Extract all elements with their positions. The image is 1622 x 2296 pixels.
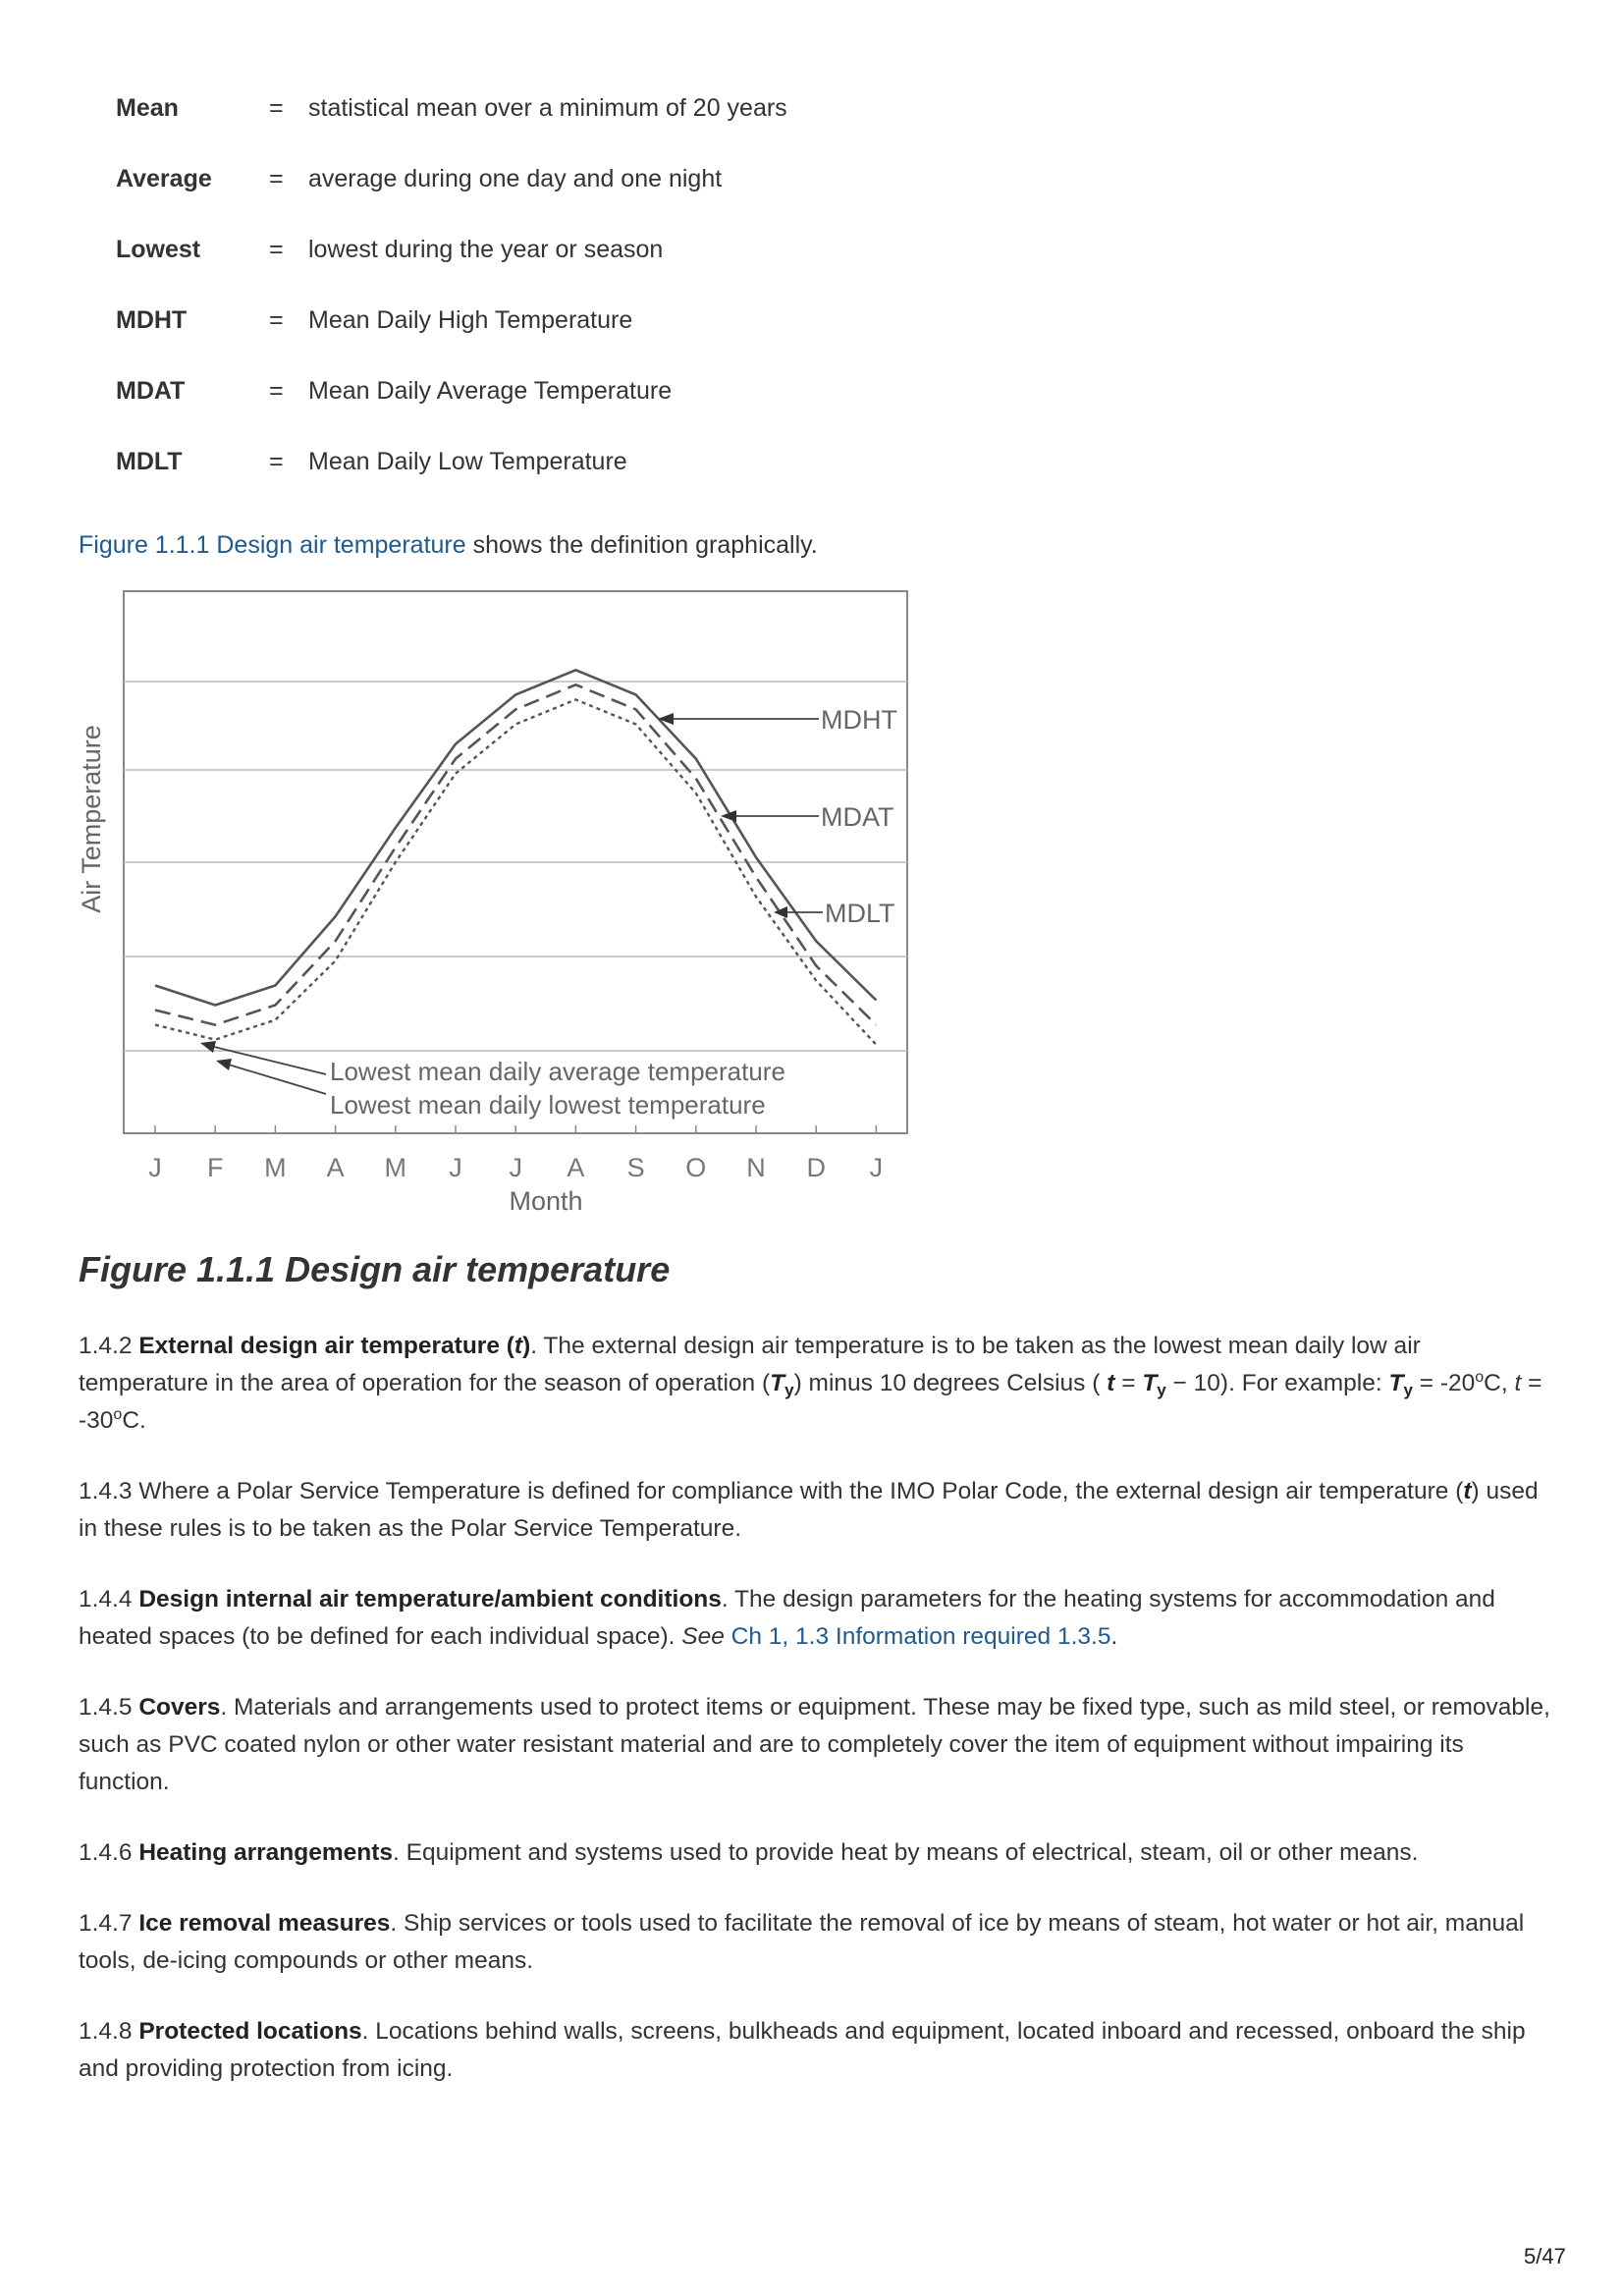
clause-number: 1.4.6 — [79, 1839, 139, 1866]
month-label: M — [264, 1153, 287, 1182]
subscript-y: y — [1403, 1381, 1413, 1399]
month-label: O — [685, 1153, 707, 1182]
symbol-t: t — [1107, 1370, 1115, 1396]
clause-text: ) minus 10 degrees Celsius ( — [793, 1370, 1108, 1396]
body-text — [79, 1328, 1551, 2121]
lowest-avg-label: Lowest mean daily average temperature — [330, 1057, 785, 1086]
month-label: M — [384, 1153, 407, 1182]
definition-equals: = — [269, 377, 284, 405]
clause-number: 1.4.8 — [79, 2018, 139, 2045]
month-label: J — [869, 1153, 884, 1182]
month-label: J — [148, 1153, 162, 1182]
clause-title: Covers — [138, 1694, 221, 1721]
definition-term: MDHT — [116, 306, 188, 334]
clause-number: 1.4.2 — [79, 1333, 139, 1359]
month-label: A — [567, 1153, 585, 1182]
definition-text: lowest during the year or season — [308, 236, 664, 263]
spacer — [725, 1623, 731, 1650]
definition-term: MDAT — [116, 377, 186, 405]
symbol-t: t — [1463, 1478, 1472, 1504]
clause-number: 1.4.4 — [79, 1586, 139, 1613]
clause-text: . The external design air temperature is to be taken as the lowest mean daily low air temperature in the area of operation for the season of operation ( — [79, 1333, 1421, 1396]
definition-text: Mean Daily High Temperature — [308, 306, 633, 334]
definition-text: Mean Daily Average Temperature — [308, 377, 673, 405]
clause-title — [138, 1333, 530, 1359]
definition-row — [116, 230, 1000, 301]
definition-row — [116, 88, 1000, 159]
mdht-label: MDHT — [821, 705, 897, 735]
paragraph-1-4-5 — [79, 1689, 1551, 1801]
definition-term: Lowest — [116, 236, 201, 263]
see-reference: See — [681, 1623, 725, 1650]
clause-text: 1.4.3 Where a Polar Service Temperature is defined for compliance with the IMO Polar Code, the external design air temperature ( — [79, 1478, 1464, 1504]
page-number: 5/47 — [1524, 2244, 1566, 2269]
clause-text: . Ship services or tools used to facilitate the removal of ice by means of steam, hot water or hot air, manual tools, de-icing compounds or other means. — [79, 1910, 1525, 1974]
clause-title-text: External design air temperature ( — [138, 1333, 514, 1359]
figure-link[interactable]: Figure 1.1.1 Design air temperature — [79, 531, 466, 559]
degree-superscript: o — [113, 1406, 123, 1423]
paragraph-1-4-3 — [79, 1473, 1551, 1548]
definition-equals: = — [269, 448, 284, 475]
definition-equals: = — [269, 94, 284, 122]
x-axis-label: Month — [509, 1186, 583, 1216]
clause-text: . The design parameters for the heating systems for accommodation and heated spaces (to be defined for each individual space). — [79, 1586, 1495, 1650]
mdlt-label: MDLT — [825, 899, 895, 928]
clause-title: Design internal air temperature/ambient conditions — [138, 1586, 722, 1613]
paragraph-1-4-2 — [79, 1328, 1551, 1440]
paragraph-1-4-4 — [79, 1581, 1551, 1656]
clause-text: . Equipment and systems used to provide heat by means of electrical, steam, oil or other means. — [393, 1839, 1419, 1866]
clause-end: . — [1110, 1623, 1118, 1650]
definition-term: Mean — [116, 94, 179, 122]
month-label: S — [626, 1153, 645, 1182]
definition-equals: = — [269, 165, 284, 192]
symbol-ty: T — [1388, 1370, 1404, 1396]
month-label: D — [806, 1153, 826, 1182]
paragraph-1-4-7 — [79, 1905, 1551, 1980]
clause-text: − 10). For example: — [1165, 1370, 1389, 1396]
month-labels — [148, 1153, 883, 1182]
subscript-y: y — [1157, 1381, 1166, 1399]
definition-text: statistical mean over a minimum of 20 years — [308, 94, 787, 122]
month-label: A — [326, 1153, 345, 1182]
paragraph-1-4-8 — [79, 2013, 1551, 2088]
definition-equals: = — [269, 306, 284, 334]
cross-reference-link[interactable]: Ch 1, 1.3 Information required 1.3.5 — [730, 1623, 1111, 1650]
symbol-ty: T — [1142, 1370, 1158, 1396]
example-unit: C. — [122, 1407, 146, 1434]
symbol-t: t — [514, 1333, 523, 1359]
figure-intro — [79, 525, 818, 565]
month-label: F — [206, 1153, 224, 1182]
clause-title: Ice removal measures — [138, 1910, 391, 1937]
definition-text: average during one day and one night — [308, 165, 723, 192]
definition-equals: = — [269, 236, 284, 263]
definition-row — [116, 301, 1000, 371]
definition-term: MDLT — [116, 448, 183, 475]
symbol-ty: T — [770, 1370, 785, 1396]
equation-equals: = — [1114, 1370, 1143, 1396]
clause-title: Heating arrangements — [138, 1839, 393, 1866]
definition-text: Mean Daily Low Temperature — [308, 448, 627, 475]
example-value: = -30 — [79, 1370, 1542, 1434]
clause-title: Protected locations — [138, 2018, 362, 2045]
figure-intro-text: shows the definition graphically. — [465, 531, 818, 559]
degree-superscript: o — [1475, 1369, 1485, 1386]
definitions-list — [116, 88, 1000, 513]
month-label: J — [509, 1153, 522, 1182]
figure-caption: Figure 1.1.1 Design air temperature — [79, 1249, 671, 1289]
definition-term: Average — [116, 165, 212, 192]
clause-number: 1.4.5 — [79, 1694, 139, 1721]
example-value: = -20 — [1412, 1370, 1476, 1396]
clause-text: . Materials and arrangements used to protect items or equipment. These may be fixed type, such as mild steel, or removable, such as PVC coated nylon or other water resistant material and are to completely cover the item of equipment without impairing its function. — [79, 1694, 1550, 1795]
month-label: J — [449, 1153, 462, 1182]
definition-row — [116, 159, 1000, 230]
mdat-label: MDAT — [821, 802, 894, 832]
example-unit: C, — [1484, 1370, 1515, 1396]
clause-text: . Locations behind walls, screens, bulkheads and equipment, located inboard and recessed, onboard the ship and providing protection from icing. — [79, 2018, 1526, 2082]
symbol-t: t — [1514, 1370, 1522, 1396]
paragraph-1-4-6 — [79, 1834, 1551, 1872]
lowest-low-label: Lowest mean daily lowest temperature — [330, 1090, 766, 1120]
clause-number: 1.4.7 — [79, 1910, 139, 1937]
definition-row — [116, 371, 1000, 442]
definition-row — [116, 442, 1000, 513]
y-axis-label: Air Temperature — [77, 725, 106, 913]
clause-text: ) used in these rules is to be taken as the Polar Service Temperature. — [79, 1478, 1539, 1542]
subscript-y: y — [784, 1381, 794, 1399]
design-air-temperature-figure — [69, 579, 933, 1228]
clause-title-end: ) — [522, 1333, 531, 1359]
month-label: N — [746, 1153, 766, 1182]
